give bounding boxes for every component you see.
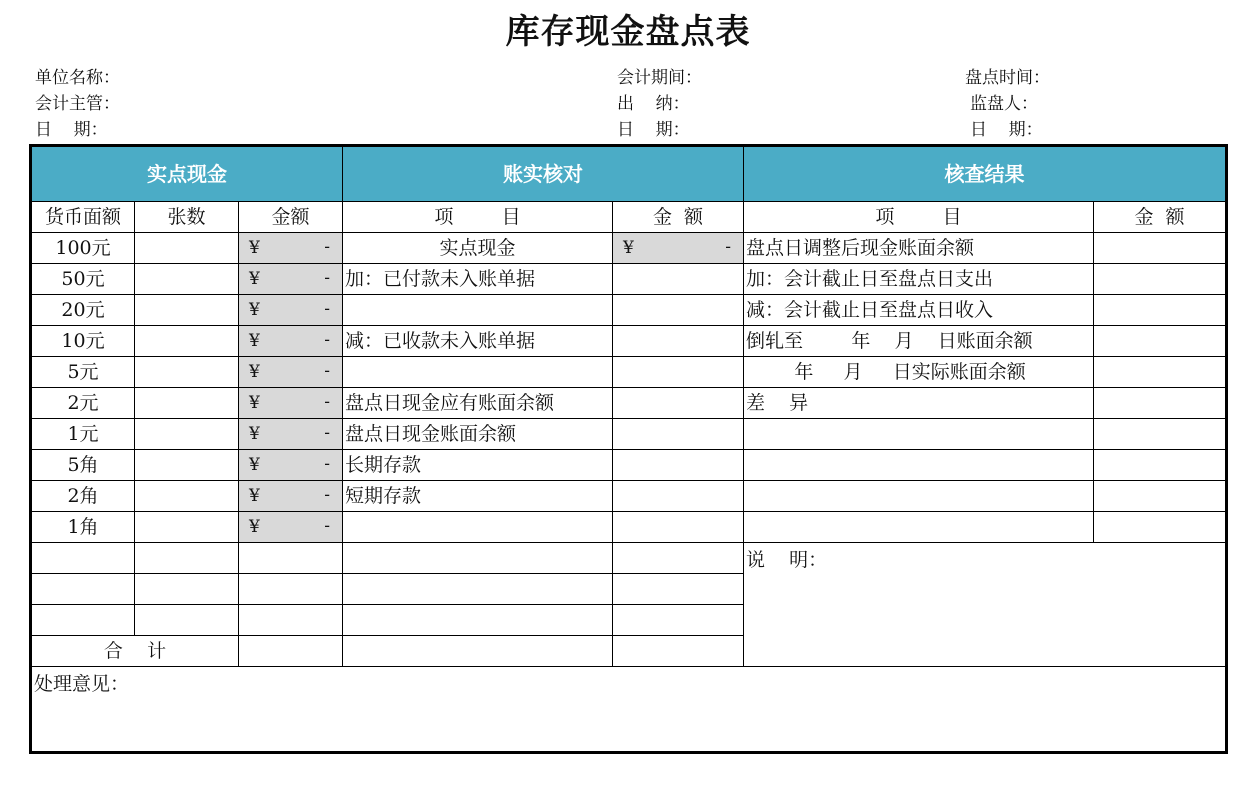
amount-cell[interactable] — [239, 233, 343, 264]
dash: - — [324, 392, 330, 412]
yen-symbol: ¥ — [623, 238, 634, 258]
result-item: 倒轧至 年 月 日账面余额 — [744, 326, 1094, 357]
denomination-cell: 20元 — [31, 295, 135, 326]
col-amount: 金额 — [239, 202, 343, 233]
amount-cell[interactable] — [239, 543, 343, 574]
reconcile-item: 实点现金 — [343, 233, 613, 264]
yen-symbol: ¥ — [249, 300, 260, 320]
note-cell[interactable] — [744, 543, 1227, 667]
yen-symbol: ¥ — [249, 486, 260, 506]
yen-symbol: ¥ — [249, 331, 260, 351]
amount-cell[interactable] — [239, 388, 343, 419]
denomination-cell: 10元 — [31, 326, 135, 357]
reconcile-item[interactable] — [343, 574, 613, 605]
denomination-cell: 50元 — [31, 264, 135, 295]
count-cell[interactable] — [135, 388, 239, 419]
table-row — [31, 450, 1227, 481]
dash: - — [324, 361, 330, 381]
table-row — [31, 326, 1227, 357]
count-cell[interactable] — [135, 264, 239, 295]
dash: - — [324, 299, 330, 319]
opinion-cell[interactable] — [31, 667, 1227, 753]
reconcile-item: 长期存款 — [343, 450, 613, 481]
amount-cell[interactable] — [239, 605, 343, 636]
reconcile-item: 短期存款 — [343, 481, 613, 512]
count-time-label: 盘点时间： — [965, 68, 1050, 88]
reconcile-item: 盘点日现金应有账面余额 — [343, 388, 613, 419]
cash-count-table — [29, 144, 1228, 754]
reconcile-amount-cell[interactable] — [613, 605, 744, 636]
table-row — [31, 233, 1227, 264]
denomination-cell: 100元 — [31, 233, 135, 264]
reconcile-amount-cell[interactable] — [613, 543, 744, 574]
dash: - — [324, 330, 330, 350]
opinion-label: 处理意见： — [34, 673, 130, 695]
amount-cell[interactable] — [239, 264, 343, 295]
table-row — [31, 357, 1227, 388]
reconcile-item[interactable] — [343, 543, 613, 574]
reconcile-item: 盘点日现金账面余额 — [343, 419, 613, 450]
date-label-2: 日 期： — [617, 120, 690, 140]
dash: - — [324, 485, 330, 505]
page-title: 库存现金盘点表 — [505, 12, 751, 52]
result-item — [744, 481, 1094, 512]
denomination-cell[interactable] — [31, 605, 135, 636]
dash: - — [324, 516, 330, 536]
reconcile-item — [343, 357, 613, 388]
unit-name-label: 单位名称： — [35, 68, 120, 88]
accounting-period-label: 会计期间： — [617, 68, 702, 88]
amount-cell[interactable] — [239, 357, 343, 388]
amount-cell[interactable] — [239, 512, 343, 543]
count-cell[interactable] — [135, 357, 239, 388]
table-row — [31, 481, 1227, 512]
dash: - — [324, 423, 330, 443]
yen-symbol: ¥ — [249, 269, 260, 289]
opinion-row — [31, 667, 1227, 753]
col-amount-2: 金 额 — [613, 202, 744, 233]
reconcile-amount-cell[interactable] — [613, 295, 744, 326]
result-item — [744, 419, 1094, 450]
result-item: 减：会计截止日至盘点日收入 — [744, 295, 1094, 326]
result-item — [744, 512, 1094, 543]
count-cell[interactable] — [135, 326, 239, 357]
reconcile-item[interactable] — [343, 605, 613, 636]
col-amount-3: 金 额 — [1094, 202, 1227, 233]
result-amount-cell[interactable] — [1094, 326, 1227, 357]
reconcile-amount-cell[interactable] — [613, 512, 744, 543]
reconcile-amount-cell[interactable] — [613, 388, 744, 419]
col-denomination: 货币面额 — [31, 202, 135, 233]
yen-symbol: ¥ — [249, 362, 260, 382]
table-row — [31, 264, 1227, 295]
reconcile-item — [343, 295, 613, 326]
reconcile-amount-cell[interactable] — [613, 450, 744, 481]
result-amount-cell[interactable] — [1094, 481, 1227, 512]
total-amount-cell[interactable] — [239, 636, 343, 667]
reconcile-amount-cell[interactable] — [613, 419, 744, 450]
result-amount-cell[interactable] — [1094, 419, 1227, 450]
dash: - — [725, 237, 731, 257]
reconcile-item[interactable] — [343, 636, 613, 667]
col-item-2: 项 目 — [744, 202, 1094, 233]
reconcile-amount-cell[interactable] — [613, 636, 744, 667]
col-count: 张数 — [135, 202, 239, 233]
count-cell[interactable] — [135, 295, 239, 326]
amount-cell[interactable] — [239, 419, 343, 450]
result-item: 盘点日调整后现金账面余额 — [744, 233, 1094, 264]
result-item: 加：会计截止日至盘点日支出 — [744, 264, 1094, 295]
section-cash: 实点现金 — [31, 146, 343, 202]
table-row — [31, 543, 1227, 574]
col-item: 项 目 — [343, 202, 613, 233]
yen-symbol: ¥ — [249, 393, 260, 413]
denomination-cell: 1元 — [31, 419, 135, 450]
result-amount-cell[interactable] — [1094, 264, 1227, 295]
result-amount-cell[interactable] — [1094, 295, 1227, 326]
denomination-cell: 2元 — [31, 388, 135, 419]
dash: - — [324, 268, 330, 288]
result-item: 差 异 — [744, 388, 1094, 419]
note-label: 说 明： — [746, 549, 828, 571]
count-cell[interactable] — [135, 233, 239, 264]
denomination-cell: 2角 — [31, 481, 135, 512]
denomination-cell[interactable] — [31, 543, 135, 574]
result-amount-cell[interactable] — [1094, 450, 1227, 481]
reconcile-amount-cell[interactable] — [613, 233, 744, 264]
cashier-label: 出 纳： — [617, 94, 690, 114]
dash: - — [324, 237, 330, 257]
result-amount-cell[interactable] — [1094, 233, 1227, 264]
yen-symbol: ¥ — [249, 238, 260, 258]
amount-cell[interactable] — [239, 450, 343, 481]
count-cell[interactable] — [135, 419, 239, 450]
result-amount-cell[interactable] — [1094, 512, 1227, 543]
supervisor-label: 监盘人： — [970, 94, 1038, 114]
section-result: 核查结果 — [744, 146, 1227, 202]
yen-symbol: ¥ — [249, 424, 260, 444]
count-cell[interactable] — [135, 512, 239, 543]
reconcile-item: 加：已付款未入账单据 — [343, 264, 613, 295]
amount-cell[interactable] — [239, 481, 343, 512]
denomination-cell: 5元 — [31, 357, 135, 388]
denomination-cell[interactable] — [31, 574, 135, 605]
reconcile-amount-cell[interactable] — [613, 264, 744, 295]
amount-cell[interactable] — [239, 326, 343, 357]
denomination-cell: 1角 — [31, 512, 135, 543]
count-cell[interactable] — [135, 450, 239, 481]
section-reconcile: 账实核对 — [343, 146, 744, 202]
count-cell[interactable] — [135, 543, 239, 574]
result-amount-cell[interactable] — [1094, 388, 1227, 419]
date-label-3: 日 期： — [970, 120, 1043, 140]
count-cell[interactable] — [135, 574, 239, 605]
result-amount-cell[interactable] — [1094, 357, 1227, 388]
count-cell[interactable] — [135, 481, 239, 512]
amount-cell[interactable] — [239, 295, 343, 326]
table-row — [31, 388, 1227, 419]
total-label: 合 计 — [31, 636, 239, 667]
reconcile-amount-cell[interactable] — [613, 326, 744, 357]
reconcile-amount-cell[interactable] — [613, 357, 744, 388]
result-item — [744, 450, 1094, 481]
reconcile-amount-cell[interactable] — [613, 481, 744, 512]
reconcile-item: 减：已收款未入账单据 — [343, 326, 613, 357]
dash: - — [324, 454, 330, 474]
table-row — [31, 295, 1227, 326]
reconcile-amount-cell[interactable] — [613, 574, 744, 605]
count-cell[interactable] — [135, 605, 239, 636]
result-item: 年 月 日实际账面余额 — [744, 357, 1094, 388]
amount-cell[interactable] — [239, 574, 343, 605]
table-row — [31, 512, 1227, 543]
denomination-cell: 5角 — [31, 450, 135, 481]
yen-symbol: ¥ — [249, 455, 260, 475]
accounting-supervisor-label: 会计主管： — [35, 94, 120, 114]
reconcile-item — [343, 512, 613, 543]
yen-symbol: ¥ — [249, 517, 260, 537]
date-label-1: 日 期： — [35, 120, 108, 140]
table-row — [31, 419, 1227, 450]
